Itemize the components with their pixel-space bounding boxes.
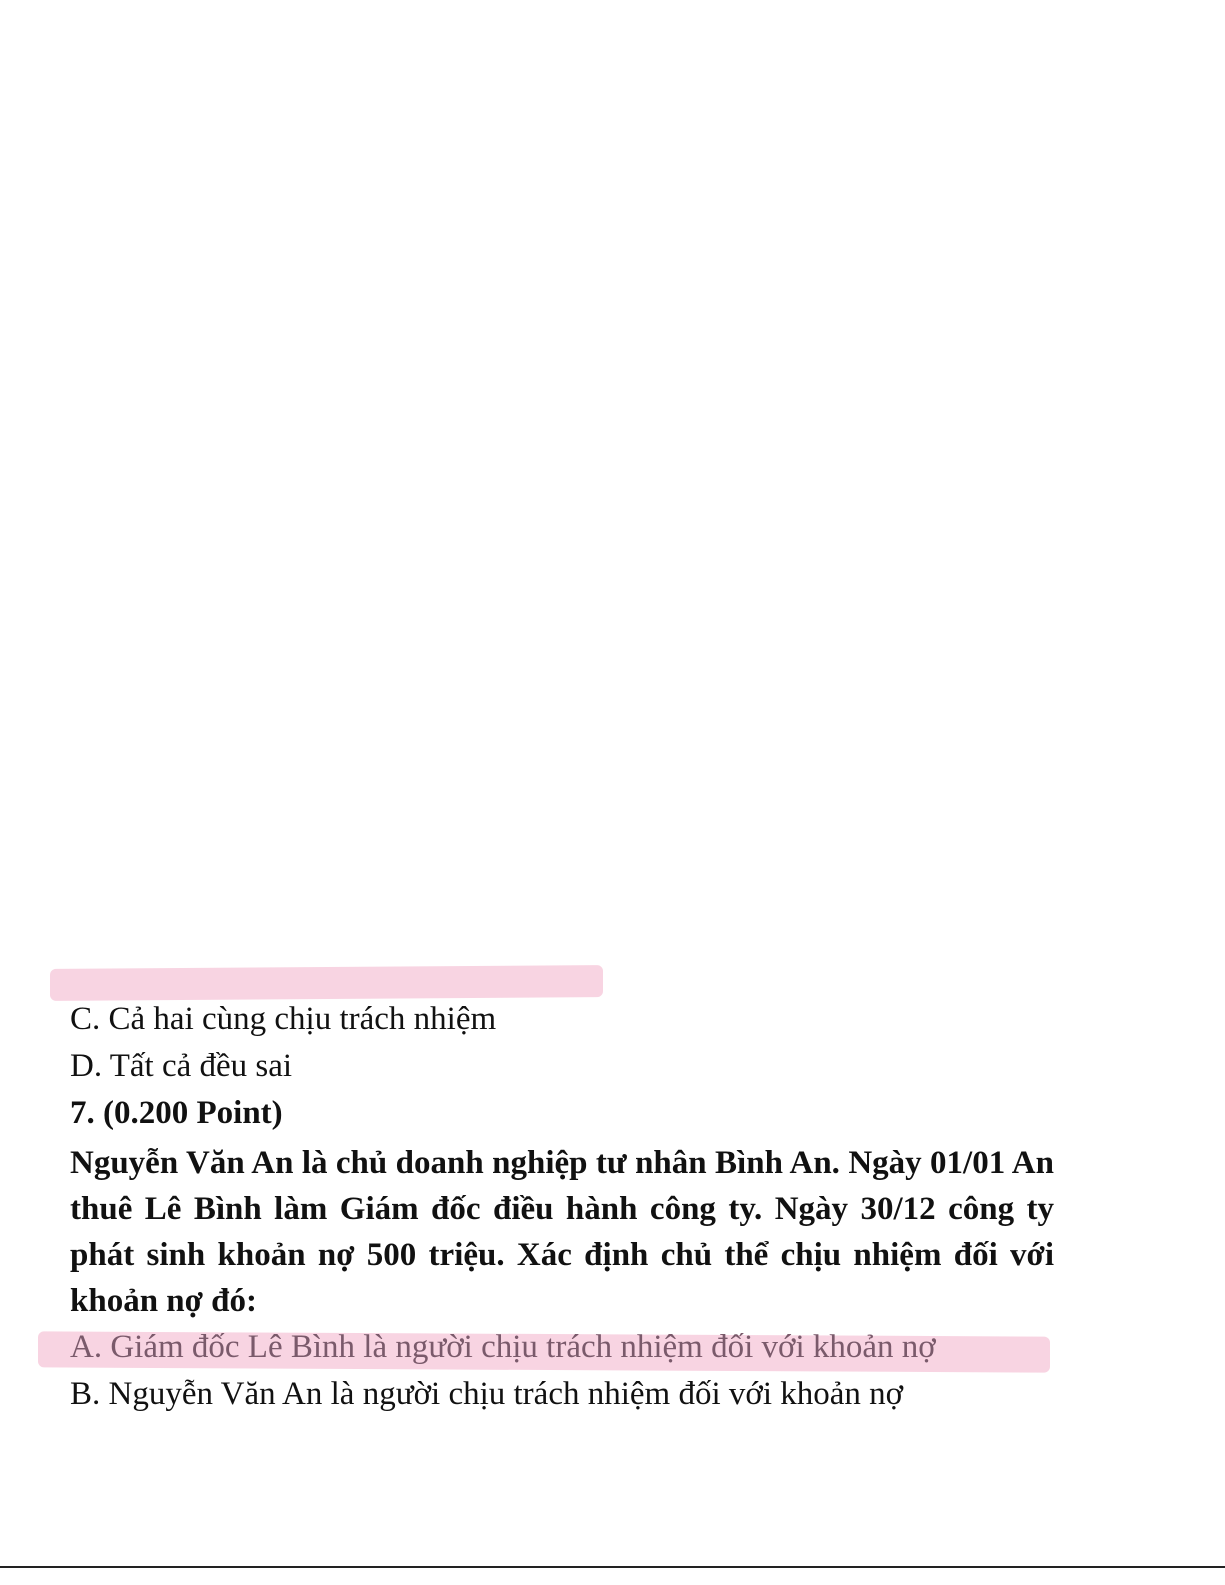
option-b: B. Nguyễn Văn An là người chịu trách nhiệm đối với khoản nợ xyxy=(70,1376,904,1412)
highlight-mark-top xyxy=(50,965,603,1001)
option-c: C. Cả hai cùng chịu trách nhiệm xyxy=(70,1001,497,1037)
option-d: D. Tất cả đều sai xyxy=(70,1048,293,1084)
question-header: 7. (0.200 Point) xyxy=(70,1095,283,1131)
question-text: Nguyễn Văn An là chủ doanh nghiệp tư nhân Bình An. Ngày 01/01 An thuê Lê Bình làm Giám đốc điều hành công ty. Ngày 30/12 công ty phát sinh khoản nợ 500 triệu. Xác định chủ thể chịu nhiệm đối với khoản nợ đó: xyxy=(70,1145,1054,1319)
option-a: A. Giám đốc Lê Bình là người chịu trách nhiệm đối với khoản nợ xyxy=(70,1329,936,1365)
page-bottom-rule xyxy=(0,1566,1225,1568)
